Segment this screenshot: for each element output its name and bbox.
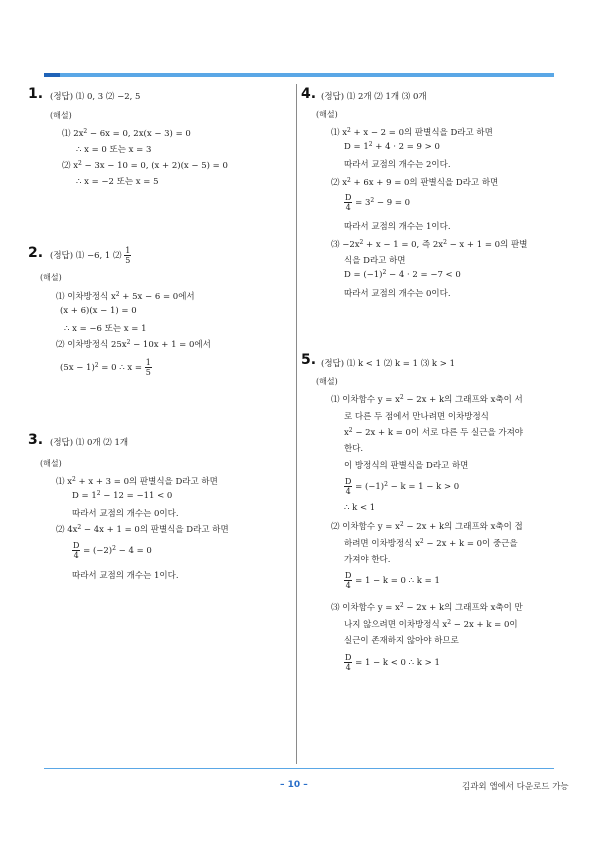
- page-number: – 10 –: [280, 780, 308, 790]
- answer-line: (정답) ⑴ −6, 1 ⑵ $\frac{1}{5}$: [50, 246, 131, 265]
- solution-line: $\frac{D}{4}$ = 1 − k < 0 ∴ k > 1: [345, 653, 440, 672]
- fraction: $\frac{1}{5}$: [145, 358, 151, 377]
- solution-line: ⑴ $x^2 + x + 3 = 0$의 판별식을 D라고 하면: [56, 476, 218, 487]
- column-divider: [296, 84, 297, 764]
- explanation-label: (해설): [316, 110, 338, 119]
- solution-line: ⑴ $2x^2 - 6x = 0$, 2x(x − 3) = 0: [62, 128, 191, 139]
- solution-line: (x + 6)(x − 1) = 0: [60, 306, 137, 316]
- solution-line: 나지 않으려면 이차방정식 $x^2 - 2x + k = 0$이: [344, 619, 518, 630]
- solution-line: $\frac{D}{4}$ = 1 − k = 0 ∴ k = 1: [345, 571, 440, 590]
- solution-line: ⑵ $x^2 - 3x - 10 = 0$, (x + 2)(x − 5) = 0: [62, 160, 228, 171]
- solution-line: 로 다른 두 점에서 만나려면 이차방정식: [344, 412, 489, 422]
- solution-line: 따라서 교점의 개수는 0이다.: [72, 509, 179, 519]
- solution-line: $\frac{D}{4}$ = $(-1)^2 - k = 1 - k > 0$: [345, 477, 460, 496]
- solution-line: $D = (-1)^2 - 4 \cdot 2 = -7 < 0$: [344, 269, 461, 280]
- question-number: 3.: [28, 432, 44, 448]
- solution-line: 따라서 교점의 개수는 2이다.: [344, 160, 451, 170]
- solution-line: ⑵ $x^2 + 6x + 9 = 0$의 판별식을 D라고 하면: [331, 177, 499, 188]
- question-number: 2.: [28, 245, 44, 261]
- solution-line: 식을 D라고 하면: [344, 256, 406, 266]
- solution-line: 따라서 교점의 개수는 1이다.: [344, 222, 451, 232]
- solution-line: ∴ x = −2 또는 x = 5: [76, 177, 159, 187]
- solution-line: ∴ x = 0 또는 x = 3: [76, 145, 152, 155]
- fraction: $\frac{D}{4}$: [73, 541, 80, 560]
- solution-line: $D = 1^2 + 4 \cdot 2 = 9 > 0$: [344, 141, 440, 152]
- solution-line: $(5x - 1)^2 = 0$ ∴ x = $\frac{1}{5}$: [60, 358, 151, 377]
- solution-line: ∴ k < 1: [344, 503, 376, 513]
- question-number: 4.: [301, 86, 317, 102]
- explanation-label: (해설): [40, 273, 62, 282]
- solution-line: $D = 1^2 - 12 = -11 < 0$: [72, 490, 173, 501]
- top-rule-accent: [44, 73, 60, 77]
- solution-line: 실근이 존재하지 않아야 하므로: [344, 636, 459, 646]
- question-number: 1.: [28, 86, 44, 102]
- question-number: 5.: [301, 352, 317, 368]
- answer-line: (정답) ⑴ 2개 ⑵ 1개 ⑶ 0개: [321, 92, 427, 102]
- fraction: $\frac{D}{4}$: [345, 653, 352, 672]
- solution-line: ⑶ 이차함수 $y = x^2 - 2x + k$의 그래프와 x축이 만: [331, 602, 523, 613]
- fraction: $\frac{1}{5}$: [125, 246, 131, 265]
- bottom-rule: [44, 768, 554, 769]
- explanation-label: (해설): [316, 377, 338, 386]
- solution-line: ⑶ $-2x^2 + x - 1 = 0$, 즉 $2x^2 - x + 1 = 0$의 판별: [331, 239, 528, 250]
- solution-line: $x^2 - 2x + k = 0$이 서로 다른 두 실근을 가져야: [344, 427, 524, 438]
- solution-line: ⑵ 이차함수 $y = x^2 - 2x + k$의 그래프와 x축이 접: [331, 521, 523, 532]
- top-rule: [44, 73, 554, 77]
- fraction: $\frac{D}{4}$: [345, 477, 352, 496]
- solution-line: 따라서 교점의 개수는 0이다.: [344, 289, 451, 299]
- solution-line: ⑴ 이차방정식 $x^2 + 5x - 6 = 0$에서: [56, 291, 195, 302]
- solution-line: ⑵ $4x^2 - 4x + 1 = 0$의 판별식을 D라고 하면: [56, 524, 229, 535]
- answer-line: (정답) ⑴ 0개 ⑵ 1개: [50, 438, 129, 448]
- solution-line: 따라서 교점의 개수는 1이다.: [72, 571, 179, 581]
- explanation-label: (해설): [50, 111, 72, 120]
- answer-line: (정답) ⑴ 0, 3 ⑵ −2, 5: [50, 92, 141, 102]
- solution-line: 가져야 한다.: [344, 555, 391, 565]
- footer-note: 김과외 앱에서 다운로드 가능: [462, 782, 569, 792]
- solution-line: 한다.: [344, 444, 364, 454]
- explanation-label: (해설): [40, 459, 62, 468]
- solution-line: ⑵ 이차방정식 $25x^2 - 10x + 1 = 0$에서: [56, 339, 211, 350]
- solution-line: $\frac{D}{4}$ = $3^2 - 9 = 0$: [345, 193, 411, 212]
- fraction: $\frac{D}{4}$: [345, 193, 352, 212]
- solution-line: ⑴ 이차함수 $y = x^2 - 2x + k$의 그래프와 x축이 서: [331, 394, 523, 405]
- fraction: $\frac{D}{4}$: [345, 571, 352, 590]
- solution-line: 이 방정식의 판별식을 D라고 하면: [344, 461, 469, 471]
- solution-line: ∴ x = −6 또는 x = 1: [64, 324, 147, 334]
- solution-line: $\frac{D}{4}$ = $(-2)^2 - 4 = 0$: [73, 541, 152, 560]
- solution-line: ⑴ $x^2 + x - 2 = 0$의 판별식을 D라고 하면: [331, 127, 493, 138]
- solution-line: 하려면 이차방정식 $x^2 - 2x + k = 0$이 중근을: [344, 538, 518, 549]
- answer-line: (정답) ⑴ k < 1 ⑵ k = 1 ⑶ k > 1: [321, 359, 456, 369]
